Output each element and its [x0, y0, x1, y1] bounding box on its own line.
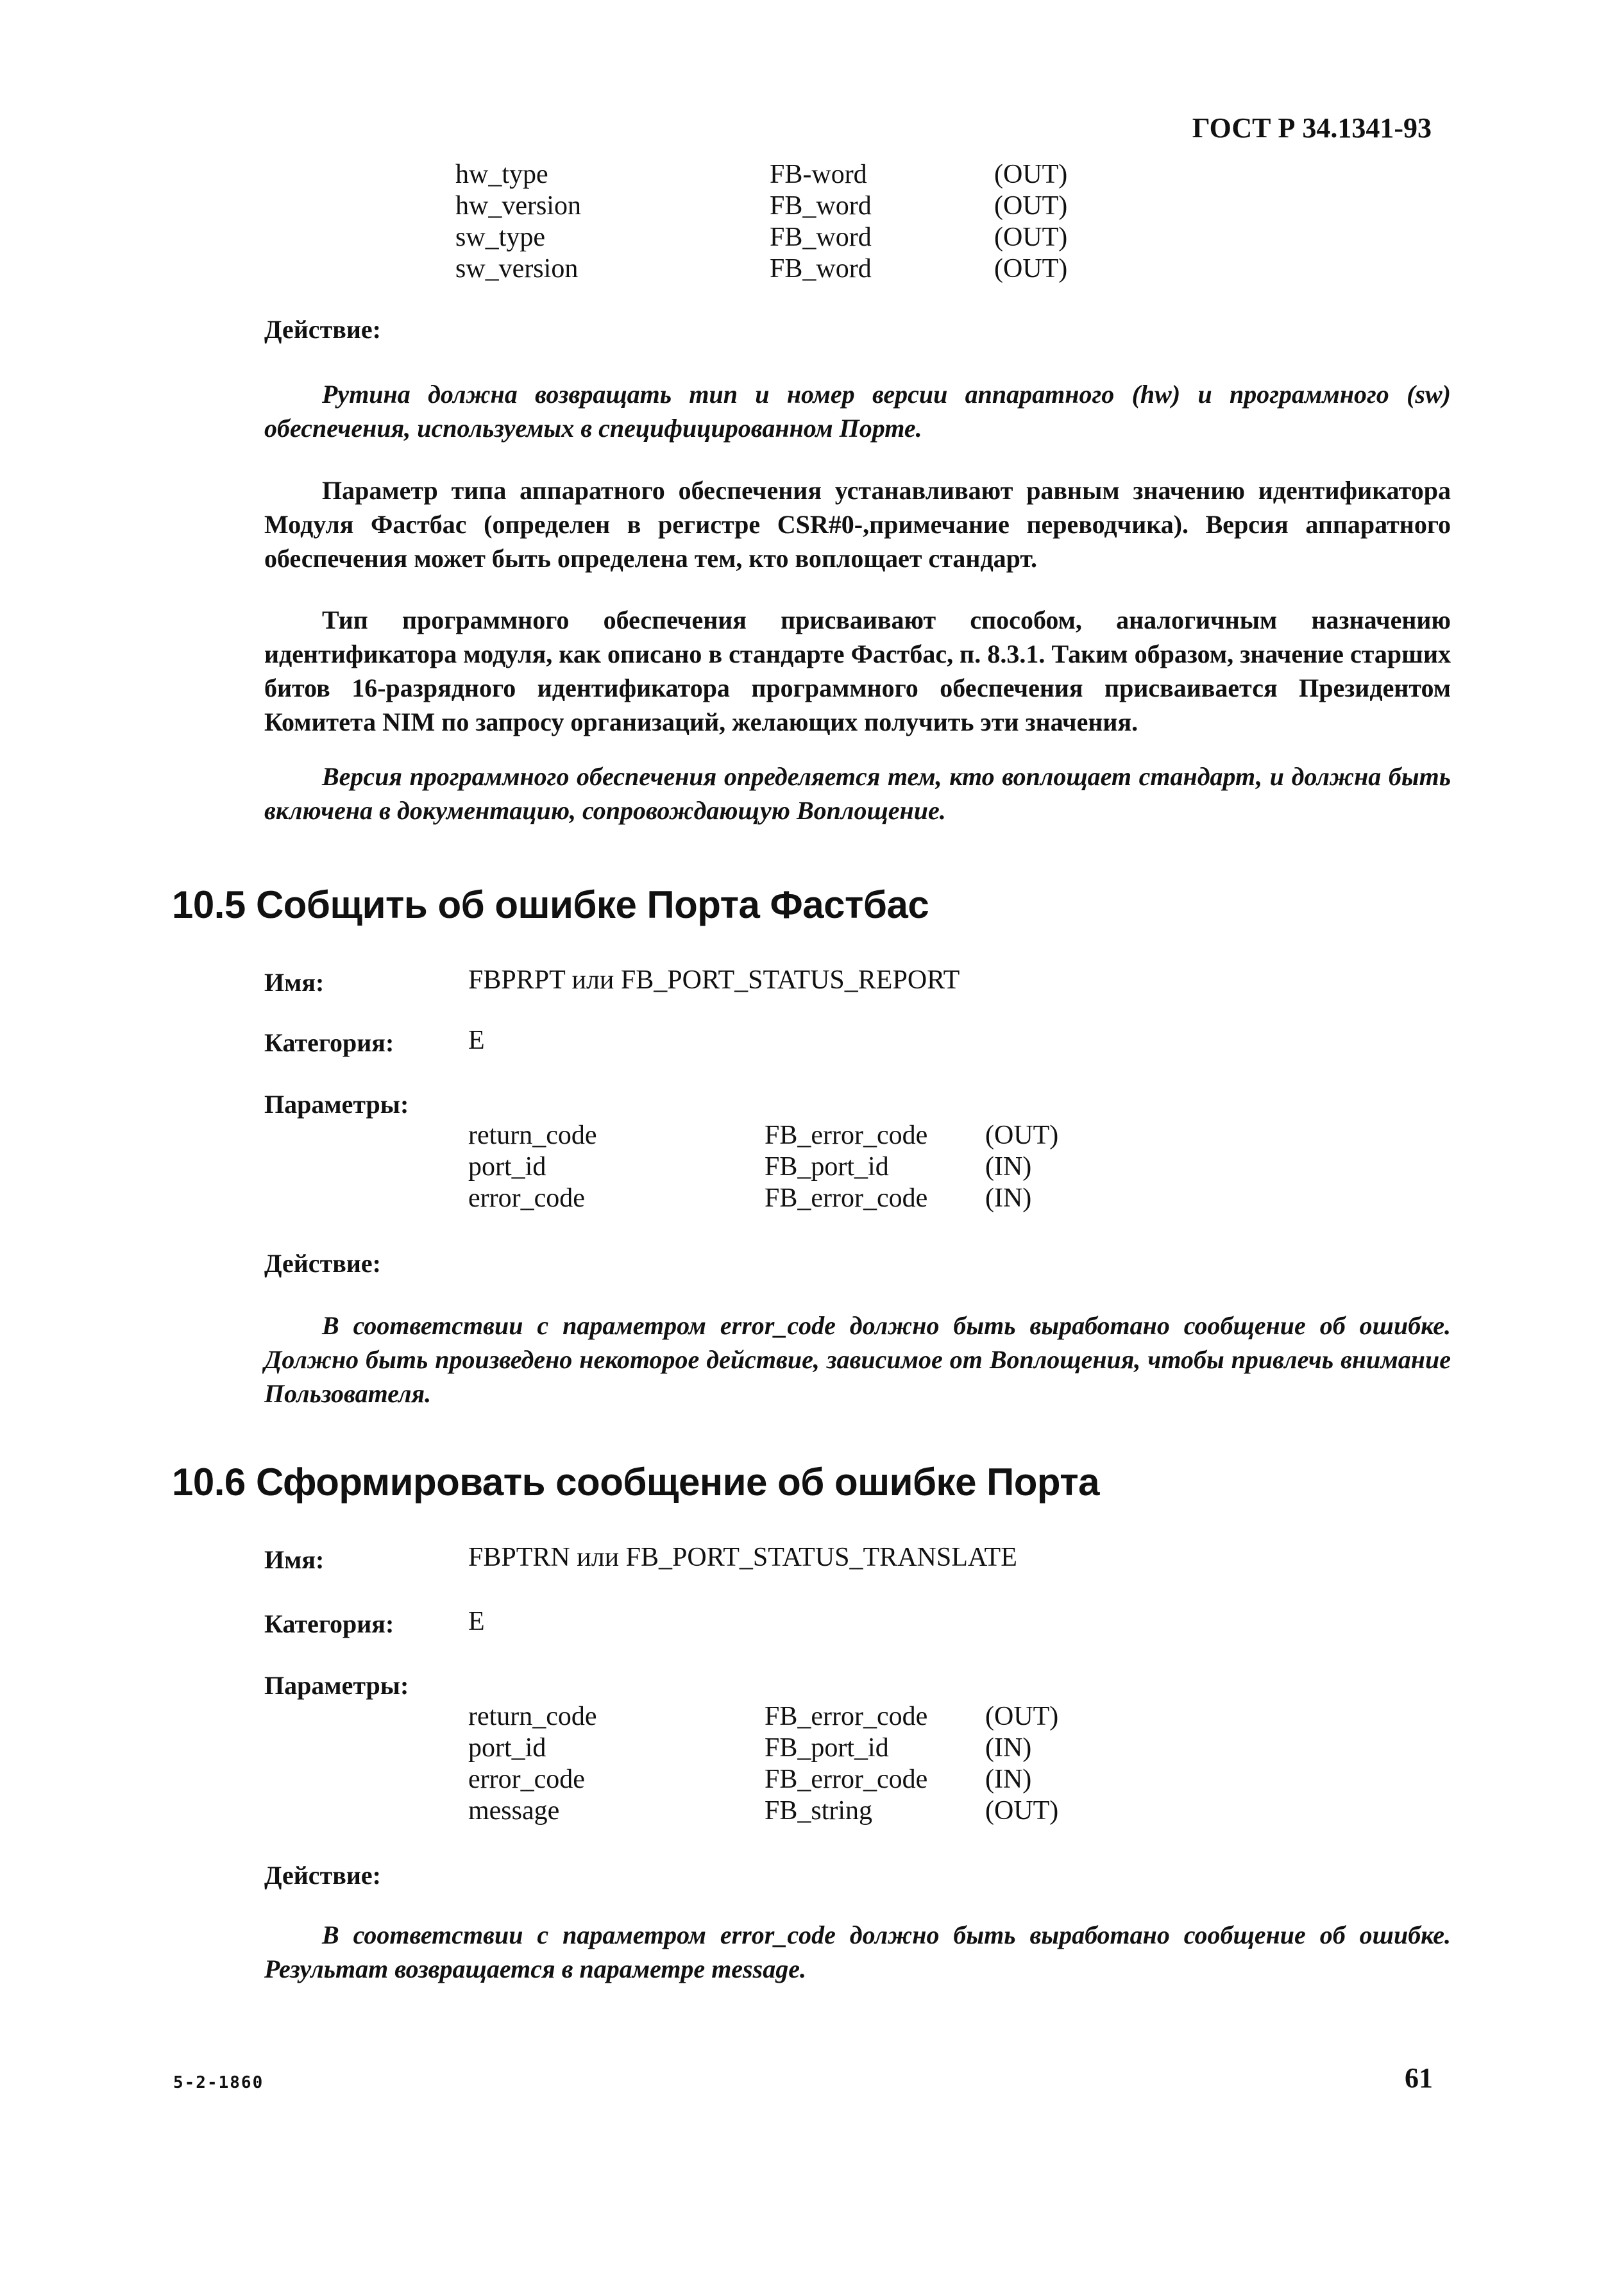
- section-10-5-title: 10.5 Собщить об ошибке Порта Фастбас: [172, 883, 929, 926]
- paragraph-text: Версия программного обеспечения определяется тем, кто воплощает стандарт, и должна быть включена в документацию, сопровождающую Воплощение.: [264, 762, 1451, 825]
- table-row: [468, 1120, 1238, 1151]
- category-label: Категория:: [264, 1028, 394, 1057]
- param-direction: (IN): [985, 1183, 1032, 1213]
- action-paragraph-4: [264, 759, 1451, 827]
- param-name: sw_type: [455, 223, 545, 252]
- table-row: [455, 191, 1225, 222]
- action-paragraph-1: [264, 377, 1451, 445]
- param-name: error_code: [468, 1183, 585, 1213]
- param-direction: (OUT): [994, 254, 1068, 284]
- table-row: [468, 1701, 1238, 1733]
- page-number: 61: [1405, 2062, 1433, 2094]
- param-direction: (OUT): [994, 191, 1068, 221]
- param-type: FB_word: [770, 254, 872, 284]
- name-label: Имя:: [264, 1545, 325, 1574]
- top-param-table: [455, 159, 1225, 285]
- param-name: message: [468, 1796, 560, 1826]
- param-type: FB_port_id: [765, 1152, 889, 1182]
- paragraph-text: В соответствии с параметром error_code должно быть выработано сообщение об ошибке. Должно быть произведено некоторое действие, зависимое от Воплощения, чтобы привлечь внимание Пользователя.: [264, 1311, 1451, 1408]
- param-direction: (OUT): [985, 1121, 1059, 1150]
- action-paragraph-3: [264, 603, 1451, 739]
- param-type: FB_port_id: [765, 1733, 889, 1763]
- action-label: Действие:: [264, 1861, 381, 1890]
- param-name: port_id: [468, 1152, 546, 1182]
- param-type: FB_error_code: [765, 1702, 928, 1731]
- param-name: port_id: [468, 1733, 546, 1763]
- param-direction: (IN): [985, 1152, 1032, 1182]
- param-type: FB_word: [770, 191, 872, 221]
- param-direction: (IN): [985, 1765, 1032, 1794]
- param-type: FB_word: [770, 223, 872, 252]
- category-value: E: [468, 1607, 485, 1636]
- action-paragraph-2: [264, 473, 1451, 575]
- param-name: hw_type: [455, 160, 548, 189]
- table-row: [455, 253, 1225, 285]
- param-type: FB_error_code: [765, 1765, 928, 1794]
- param-direction: (OUT): [985, 1796, 1059, 1826]
- param-name: return_code: [468, 1121, 597, 1150]
- table-row: [468, 1764, 1238, 1795]
- param-name: return_code: [468, 1702, 597, 1731]
- param-direction: (OUT): [994, 223, 1068, 252]
- section-10-6-title: 10.6 Сформировать сообщение об ошибке Порта: [172, 1461, 1100, 1504]
- param-direction: (IN): [985, 1733, 1032, 1763]
- params-label: Параметры:: [264, 1090, 409, 1119]
- section-10-6-param-table: [468, 1701, 1238, 1827]
- param-direction: (OUT): [985, 1702, 1059, 1731]
- section-10-5-param-table: [468, 1120, 1238, 1214]
- name-value: FBPTRN или FB_PORT_STATUS_TRANSLATE: [468, 1543, 1017, 1572]
- action-label: Действие:: [264, 315, 381, 344]
- paragraph-text: В соответствии с параметром error_code должно быть выработано сообщение об ошибке. Результат возвращается в параметре message.: [264, 1920, 1451, 1983]
- table-row: [468, 1733, 1238, 1764]
- section-10-5-action-text: [264, 1309, 1451, 1411]
- params-label: Параметры:: [264, 1671, 409, 1700]
- paragraph-text: Рутина должна возвращать тип и номер версии аппаратного (hw) и программного (sw) обеспечения, используемых в специфицированном Порте.: [264, 380, 1451, 443]
- name-value: FBPRPT или FB_PORT_STATUS_REPORT: [468, 965, 960, 995]
- table-row: [468, 1183, 1238, 1214]
- section-10-6-action-text: [264, 1918, 1451, 1986]
- param-name: hw_version: [455, 191, 581, 221]
- param-name: sw_version: [455, 254, 579, 284]
- print-code: 5-2-1860: [173, 2073, 264, 2092]
- param-type: FB_error_code: [765, 1121, 928, 1150]
- table-row: [455, 222, 1225, 253]
- paragraph-text: Тип программного обеспечения присваивают способом, аналогичным назначению идентификатора модуля, как описано в стандарте Фастбас, п. 8.3.1. Таким образом, значение старших битов 16-разрядного идентификатора программного обеспечения присваивается Президентом Комитета NIM по запросу организаций, желающих получить эти значения.: [264, 606, 1451, 736]
- table-row: [468, 1795, 1238, 1827]
- table-row: [455, 159, 1225, 191]
- param-name: error_code: [468, 1765, 585, 1794]
- param-direction: (OUT): [994, 160, 1068, 189]
- name-label: Имя:: [264, 968, 325, 997]
- standard-header: ГОСТ Р 34.1341-93: [1192, 112, 1432, 144]
- paragraph-text: Параметр типа аппаратного обеспечения устанавливают равным значению идентификатора Модуля Фастбас (определен в регистре CSR#0-,примечание переводчика). Версия аппаратного обеспечения может быть определена тем, кто воплощает стандарт.: [264, 476, 1451, 573]
- table-row: [468, 1151, 1238, 1183]
- category-label: Категория:: [264, 1609, 394, 1638]
- category-value: E: [468, 1026, 485, 1055]
- param-type: FB_string: [765, 1796, 873, 1826]
- action-label: Действие:: [264, 1249, 381, 1278]
- param-type: FB-word: [770, 160, 867, 189]
- param-type: FB_error_code: [765, 1183, 928, 1213]
